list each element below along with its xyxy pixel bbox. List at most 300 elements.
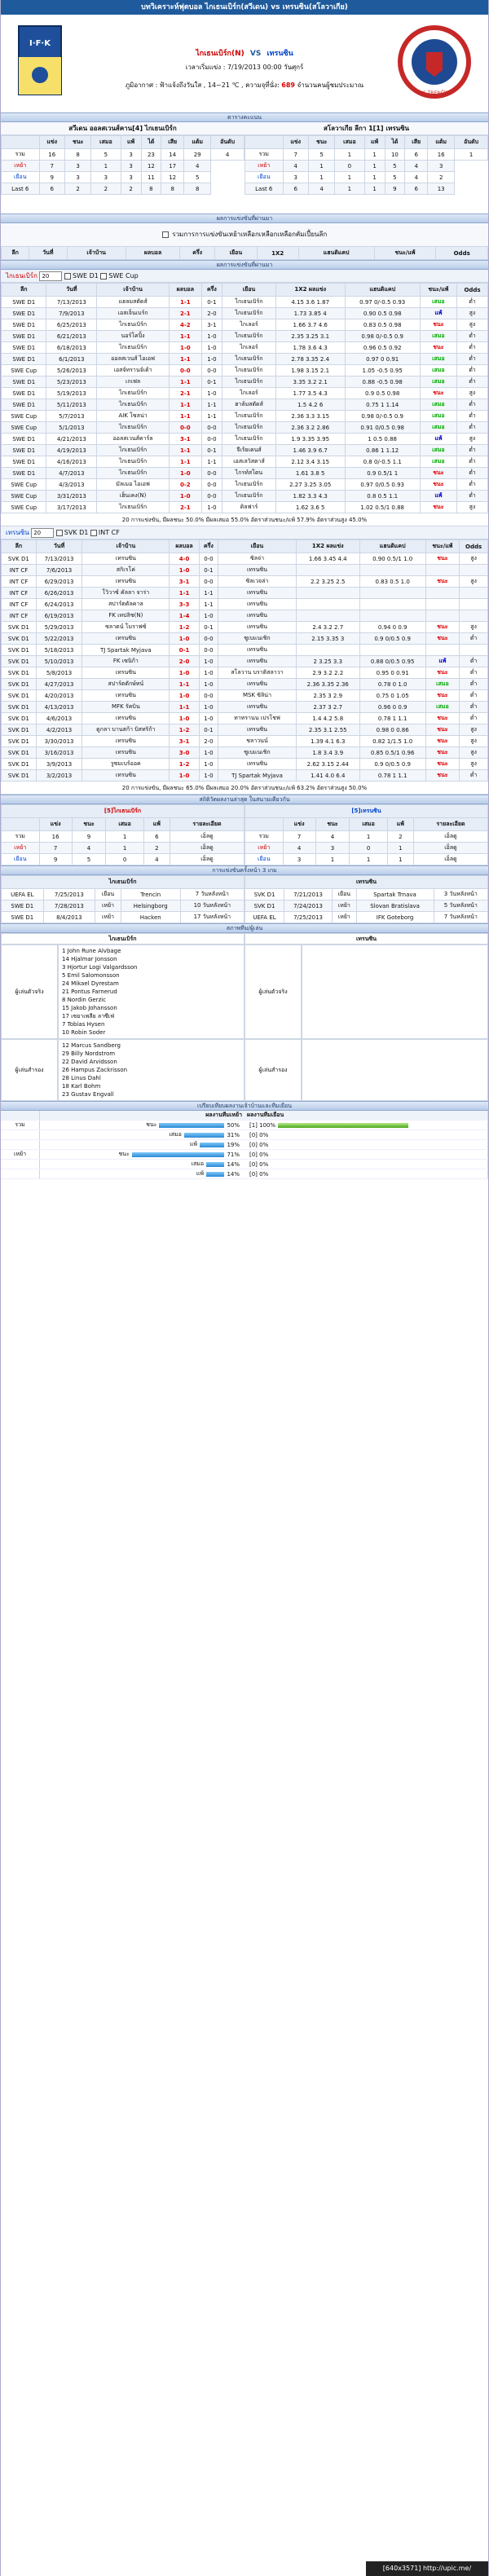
lineups-grid — [1, 933, 488, 1101]
table-row — [2, 376, 488, 388]
table-cell: แพ้ — [420, 491, 456, 502]
table-cell: 4 — [72, 843, 106, 854]
home-starting-list — [58, 945, 244, 1039]
table-cell: 1-1 — [201, 399, 222, 411]
column-header: รายละเอียด — [170, 818, 244, 831]
compare-away-value: [0] 0% — [249, 1151, 269, 1158]
player-name: 23 Gustav Engvall — [62, 1091, 114, 1098]
table-cell: สูง — [460, 576, 488, 588]
table-cell: สปาร์ตตัลคาล — [82, 599, 170, 610]
column-header: 1X2 ผลแข่ง — [296, 540, 359, 553]
compare-side-label — [1, 1130, 40, 1139]
table-cell: 6 — [143, 831, 170, 843]
table-cell: เหย้า — [2, 161, 40, 172]
table-row — [2, 702, 488, 713]
recent-home-count-select[interactable]: 20 — [39, 271, 62, 281]
fixtures-home-team: ไกเธนเบิร์ก — [2, 876, 244, 889]
table-cell: 6/21/2013 — [46, 331, 97, 342]
table-cell: 5/18/2013 — [36, 645, 82, 656]
table-cell: 2 — [121, 183, 141, 195]
table-cell: ซูเบแนเชิก — [218, 747, 297, 759]
table-cell: เหย้า — [95, 900, 121, 912]
table-cell: ชนะ — [425, 553, 459, 565]
table-cell: 1-0 — [170, 565, 199, 576]
table-cell: เหย้า — [333, 912, 357, 923]
column-header: ผลบอล — [170, 540, 199, 553]
lineup-away-team: เทรนซิน — [244, 933, 488, 945]
compare-row — [1, 1140, 488, 1150]
table-cell: ชนะ — [425, 747, 459, 759]
table-cell: 4/27/2013 — [36, 679, 82, 690]
table-cell: SVK D1 — [2, 553, 37, 565]
compare-home-bar — [206, 1162, 224, 1167]
standings-block — [1, 122, 488, 214]
table-cell: SVK D1 — [2, 622, 37, 633]
table-cell: เทรนซิน — [218, 679, 297, 690]
compare-metric-label: เสมอ — [191, 1160, 205, 1167]
recent-away-opt2: INT CF — [98, 529, 120, 536]
column-header: ผลบอล — [126, 247, 180, 260]
table-cell: 0-0 — [199, 690, 218, 702]
table-row — [2, 759, 488, 770]
table-cell: ชนะ — [425, 736, 459, 747]
table-cell: 2 — [428, 172, 455, 183]
away-standings-table — [244, 135, 488, 195]
table-cell: SVK D1 — [2, 645, 37, 656]
table-cell: 0.78 1 1.1 — [359, 713, 425, 724]
table-row — [245, 831, 488, 843]
table-row — [2, 599, 488, 610]
table-cell: ไกเธนเบิร์ก — [97, 445, 170, 456]
table-cell: ต่ำ — [457, 399, 488, 411]
table-cell: เยือน — [245, 172, 284, 183]
table-cell: SVK D1 — [2, 770, 37, 782]
table-cell: 3 — [428, 161, 455, 172]
table-cell: 1.4 4.2 5.8 — [296, 713, 359, 724]
table-cell: 0.83 0.5 0.98 — [345, 319, 420, 331]
table-cell: 5 — [72, 854, 106, 865]
away-standings-title: สโลวาเกีย ลีกา 1[1] เทรนซิน — [244, 122, 488, 135]
table-cell: 2 — [64, 183, 90, 195]
table-cell: 2-1 — [169, 308, 201, 319]
column-header: เยือน — [218, 540, 297, 553]
table-cell: 1.41 4.0 6.4 — [296, 770, 359, 782]
table-cell: ชนะ — [425, 622, 459, 633]
table-cell: SWE D1 — [2, 331, 46, 342]
table-cell: 2.12 3.4 3.15 — [275, 456, 345, 468]
table-cell: 7/13/2013 — [36, 553, 82, 565]
table-row — [2, 468, 488, 479]
table-cell: 4/7/2013 — [46, 468, 97, 479]
table-cell — [425, 610, 459, 622]
table-row — [2, 434, 488, 445]
table-cell: 4 — [211, 149, 244, 161]
column-header: แข่ง — [283, 818, 315, 831]
table-cell: เทรนซิน — [218, 645, 297, 656]
compare-side-right — [449, 1130, 488, 1139]
table-row — [245, 161, 488, 172]
column-header: เสมอ — [350, 818, 388, 831]
table-cell: 0-1 — [170, 645, 199, 656]
table-cell: MSK ซิลิน่า — [218, 690, 297, 702]
footer-credit: [640x3571] http://upic.me/ — [366, 2561, 488, 2576]
table-cell: ไกเธนเบิร์ก — [97, 342, 170, 354]
table-cell: 1-1 — [199, 599, 218, 610]
recent-away-opt1-checkbox[interactable] — [56, 530, 63, 536]
table-cell: เอสจ์ทรานจ์เด้า — [97, 365, 170, 376]
table-cell — [425, 599, 459, 610]
table-cell: เสมอ — [420, 456, 456, 468]
table-row — [2, 736, 488, 747]
table-cell: 3-0 — [170, 747, 199, 759]
table-cell: 0.98 0 0.86 — [359, 724, 425, 736]
table-cell: 0 — [335, 161, 364, 172]
table-cell: 1.66 3.45 4.4 — [296, 553, 359, 565]
table-cell: 7 — [39, 843, 72, 854]
table-cell: ต่ำ — [460, 713, 488, 724]
table-cell: ต่ำ — [460, 679, 488, 690]
table-cell: 2.35 3 2.9 — [296, 690, 359, 702]
table-cell: 3 — [283, 854, 315, 865]
column-header: แต้ม — [184, 136, 211, 149]
table-cell: 1-0 — [170, 667, 199, 679]
fixtures-block — [1, 875, 488, 923]
table-cell: เสมอ — [420, 365, 456, 376]
table-cell: 1 — [335, 183, 364, 195]
table-cell: เทรนซิน — [218, 565, 297, 576]
table-cell: ฮาล์มสตัดส์ — [222, 399, 276, 411]
table-cell: เทรนซิน — [82, 770, 170, 782]
table-row — [245, 172, 488, 183]
table-cell: 1.5 4.2 6 — [275, 399, 345, 411]
table-cell: 3/2/2013 — [36, 770, 82, 782]
table-cell: ต่ำ — [457, 297, 488, 308]
table-cell: 1 — [350, 854, 388, 865]
table-cell: ไกเธนเบิร์ก — [222, 434, 276, 445]
h2h-section-head: ผลการแข่งขันที่ผ่านมา — [1, 214, 488, 223]
table-cell: เทรนซิน — [218, 724, 297, 736]
home-standings-title: สวีเดน ออลสเวนส์คาน[4] ไกเธนเบิร์ก — [1, 122, 244, 135]
table-row — [2, 690, 488, 702]
table-cell: 0.78 0 1.0 — [359, 679, 425, 690]
table-cell: SWE Cup — [2, 502, 46, 513]
table-cell: 1-2 — [170, 759, 199, 770]
table-cell: 4.15 3.6 1.87 — [275, 297, 345, 308]
table-cell: 0.97 0/0.5 0.93 — [345, 479, 420, 491]
compare-side-label — [1, 1160, 40, 1169]
table-cell: 0-0 — [169, 365, 201, 376]
table-cell: สูง — [457, 434, 488, 445]
column-header: ลีก — [2, 247, 29, 260]
table-cell: 3/16/2013 — [36, 747, 82, 759]
table-cell: 13 — [428, 183, 455, 195]
table-row — [2, 770, 488, 782]
table-cell: 5/23/2013 — [46, 376, 97, 388]
home-standings-table — [1, 135, 244, 195]
table-cell: สูง — [457, 502, 488, 513]
table-cell: 0.83 0.5 1.0 — [359, 576, 425, 588]
recent-home-opt2-checkbox[interactable] — [100, 273, 107, 280]
table-cell: เอ็ลดู — [413, 854, 487, 865]
home-team-name[interactable]: ไกเธนเบิร์ก(N) — [196, 50, 244, 58]
table-cell: 1-0 — [170, 770, 199, 782]
table-cell: 4/20/2013 — [36, 690, 82, 702]
table-cell: 1-0 — [199, 667, 218, 679]
table-cell: 2-0 — [199, 736, 218, 747]
table-cell: 0.9 0.5 0.98 — [345, 388, 420, 399]
table-cell: เฮ็นเคง(N) — [97, 491, 170, 502]
table-row — [2, 724, 488, 736]
home-standings — [1, 122, 244, 214]
player-name: 14 Hjalmar Jonsson — [62, 956, 117, 962]
compare-away-value: [1] 100% — [249, 1121, 276, 1129]
table-cell: เทรนซิน — [82, 576, 170, 588]
table-cell: 2.4 3.2 2.7 — [296, 622, 359, 633]
table-cell: เอสเลวิสตาส์ — [222, 456, 276, 468]
table-cell: รวม — [2, 831, 40, 843]
table-cell: 23 — [141, 149, 161, 161]
table-cell: 4 — [405, 161, 428, 172]
column-header: แข่ง — [283, 136, 308, 149]
recent-home-toolbar — [1, 270, 488, 283]
table-cell: SVK D1 — [2, 759, 37, 770]
table-cell: SWE D1 — [2, 399, 46, 411]
table-row — [2, 633, 488, 645]
compare-side-label — [1, 1140, 40, 1149]
table-cell: SVK D1 — [2, 747, 37, 759]
table-cell: 5 วันหลังหน้า — [434, 900, 487, 912]
table-row — [2, 747, 488, 759]
table-cell: 4-0 — [170, 553, 199, 565]
compare-metric-label: แพ้ — [196, 1170, 205, 1177]
table-cell: 1.77 3.5 4.3 — [275, 388, 345, 399]
table-cell: สูง — [457, 388, 488, 399]
table-cell: 0 — [106, 854, 144, 865]
table-cell: 1 — [350, 831, 388, 843]
table-cell: เหย้า — [2, 843, 40, 854]
table-cell: 5/22/2013 — [36, 633, 82, 645]
table-cell: UEFA EL — [2, 889, 44, 900]
table-cell: 1.82 3.3 4.3 — [275, 491, 345, 502]
column-header: อันดับ — [455, 136, 488, 149]
column-header — [245, 136, 284, 149]
column-header: แข่ง — [39, 136, 64, 149]
table-cell: 5/19/2013 — [46, 388, 97, 399]
table-cell: 0-0 — [201, 479, 222, 491]
table-cell: INT CF — [2, 565, 37, 576]
table-cell: 0.85 0.5/1 0.96 — [359, 747, 425, 759]
recent-away-opt2-checkbox[interactable] — [90, 530, 97, 536]
table-cell: 0.88 0/0.5 0.95 — [359, 656, 425, 667]
table-row — [2, 667, 488, 679]
away-team-name[interactable]: เทรนซิน — [267, 50, 293, 58]
column-header: เยือน — [222, 284, 276, 297]
table-cell: 8 — [161, 183, 184, 195]
table-cell: 3 — [121, 172, 141, 183]
table-cell: 4/19/2013 — [46, 445, 97, 456]
table-cell: 3 — [121, 149, 141, 161]
column-header: แต้ม — [428, 136, 455, 149]
table-cell: 4/21/2013 — [46, 434, 97, 445]
table-cell: 2.36 3.2 2.86 — [275, 422, 345, 434]
table-cell: 4-2 — [169, 319, 201, 331]
table-cell: ไกเธนเบิร์ก — [97, 319, 170, 331]
column-header: แพ้ — [121, 136, 141, 149]
recent-home-opt1-checkbox[interactable] — [64, 273, 71, 280]
table-row — [2, 656, 488, 667]
table-cell: 1 — [364, 161, 385, 172]
table-cell: แฮลมสตัดส์ — [97, 297, 170, 308]
table-cell: เทรนซิน — [82, 690, 170, 702]
table-cell: 6 — [405, 149, 428, 161]
table-cell: 0-0 — [201, 422, 222, 434]
column-header: เสมอ — [91, 136, 121, 149]
player-name: 7 Tobias Hysen — [62, 1021, 105, 1028]
compare-row — [1, 1169, 488, 1179]
table-cell: เหย้า — [95, 912, 121, 923]
table-cell: 1 0.5 0.88 — [345, 434, 420, 445]
table-cell: 3-1 — [201, 319, 222, 331]
table-row — [2, 445, 488, 456]
table-cell: เยือน — [333, 889, 357, 900]
column-header: ชนะ/แพ้ — [420, 284, 456, 297]
table-row — [2, 576, 488, 588]
table-cell: 1-2 — [170, 724, 199, 736]
table-cell: 5/10/2013 — [36, 656, 82, 667]
table-cell: 3/17/2013 — [46, 502, 97, 513]
table-row — [245, 843, 488, 854]
table-cell: 1.39 4.1 6.3 — [296, 736, 359, 747]
table-cell: 1.78 3.6 4.3 — [275, 342, 345, 354]
table-cell — [359, 565, 425, 576]
table-cell: 7/13/2013 — [46, 297, 97, 308]
table-cell: ไกเธนเบิร์ก — [222, 331, 276, 342]
table-cell: 0.91 0/0.5 0.98 — [345, 422, 420, 434]
table-cell: ต่ำ — [460, 656, 488, 667]
table-cell: SWE D1 — [2, 912, 44, 923]
table-cell: 1-0 — [199, 747, 218, 759]
fixtures-home-table — [1, 875, 244, 923]
table-cell: 1-0 — [170, 690, 199, 702]
table-cell: 3-1 — [170, 736, 199, 747]
table-cell: 7/25/2013 — [284, 912, 333, 923]
table-cell: เทรนซิน — [218, 656, 297, 667]
table-cell: 1-0 — [170, 713, 199, 724]
table-cell: 1-1 — [169, 399, 201, 411]
table-row — [2, 912, 244, 923]
table-cell: 2.35 3.1 2.55 — [296, 724, 359, 736]
column-header: อันดับ — [211, 136, 244, 149]
recent-away-count-select[interactable]: 20 — [31, 528, 54, 538]
table-cell: 0-0 — [199, 576, 218, 588]
table-cell: 2-1 — [169, 502, 201, 513]
table-cell: 10 — [385, 149, 405, 161]
table-cell: 3 — [91, 172, 121, 183]
table-cell — [296, 565, 359, 576]
h2h-filter-checkbox[interactable] — [162, 231, 169, 238]
table-cell: 0.95 0 0.91 — [359, 667, 425, 679]
table-cell: 10 วันหลังหน้า — [180, 900, 244, 912]
table-cell: เสมอ — [420, 354, 456, 365]
column-header: เจ้าบ้าน — [82, 540, 170, 553]
table-cell: 0.90 0.5/1 1.0 — [359, 553, 425, 565]
match-header — [1, 15, 488, 112]
table-cell: SVK D1 — [2, 690, 37, 702]
table-cell: 7/25/2013 — [43, 889, 95, 900]
starting-label: ผู้เล่นตัวจริง — [1, 945, 58, 1039]
table-cell: เทรนซิน — [218, 588, 297, 599]
compare-away-value: [0] 0% — [249, 1131, 269, 1138]
table-cell: ทาทรานน เปรโชฟ — [218, 713, 297, 724]
compare-side-label — [1, 1169, 40, 1178]
table-cell: 1 — [364, 183, 385, 195]
last-results-block — [1, 804, 488, 865]
table-cell: เสมอ — [420, 445, 456, 456]
table-row — [245, 149, 488, 161]
table-cell: ชนะ — [420, 479, 456, 491]
table-cell: INT CF — [2, 599, 37, 610]
column-header: ผลบอล — [169, 284, 201, 297]
table-row — [2, 342, 488, 354]
table-cell: สูง — [460, 553, 488, 565]
table-cell: 1-0 — [199, 679, 218, 690]
table-cell: ซิลจ่า — [218, 553, 297, 565]
column-header: แพ้ — [143, 818, 170, 831]
table-cell: ชลาวนน์ — [218, 736, 297, 747]
away-starting-label: ผู้เล่นตัวจริง — [244, 945, 302, 1039]
table-cell: 8 — [184, 183, 211, 195]
table-row — [2, 422, 488, 434]
table-cell: ไกเธนเบิร์ก — [222, 479, 276, 491]
table-cell: เสมอ — [420, 376, 456, 388]
table-cell: 4/6/2013 — [36, 713, 82, 724]
column-header: แข่ง — [39, 818, 72, 831]
table-cell: ชนะ — [425, 759, 459, 770]
compare-home-cell — [40, 1160, 244, 1169]
lineups-head: สภาพทีม/ผู้เล่น — [1, 923, 488, 933]
recent-away-summary: 20 การแข่งขัน, มีผลชนะ 65.0% มีผลเสมอ 20.0% อัตราส่วนชนะ/แพ้ 63.2% อัตราส่วนสูง 50.0% — [1, 782, 488, 795]
table-cell: TJ Spartak Myjava — [82, 645, 170, 656]
column-header: แฮนดิแคป — [298, 247, 374, 260]
table-cell: ต่ำ — [457, 365, 488, 376]
table-cell: ดิลฟาร์ — [222, 502, 276, 513]
table-cell: 1-0 — [201, 331, 222, 342]
table-cell: 0.86 1 1.12 — [345, 445, 420, 456]
table-cell: 17 วันหลังหน้า — [180, 912, 244, 923]
vs-label: VS — [249, 50, 262, 58]
table-cell: 3 — [64, 161, 90, 172]
compare-metric-label: ชนะ — [118, 1151, 130, 1157]
compare-home-bar — [132, 1152, 225, 1157]
compare-row — [1, 1130, 488, 1140]
table-cell: 5/26/2013 — [46, 365, 97, 376]
compare-away-cell — [244, 1150, 449, 1159]
h2h-table — [1, 246, 488, 260]
table-cell: SWE D1 — [2, 434, 46, 445]
table-cell: 2.35 3.25 3.1 — [275, 331, 345, 342]
table-cell: ออลสเวนส์ ไอเอฟ — [97, 354, 170, 365]
table-cell: SWE Cup — [2, 479, 46, 491]
table-cell: 2 — [91, 183, 121, 195]
compare-away-bar — [278, 1123, 408, 1128]
table-row — [2, 645, 488, 656]
compare-home-cell — [40, 1150, 244, 1159]
compare-side-right — [449, 1160, 488, 1169]
table-cell: 0-0 — [169, 422, 201, 434]
table-cell: 1-0 — [201, 342, 222, 354]
compare-metric-label: เสมอ — [169, 1131, 182, 1138]
table-cell: 7/6/2013 — [36, 565, 82, 576]
